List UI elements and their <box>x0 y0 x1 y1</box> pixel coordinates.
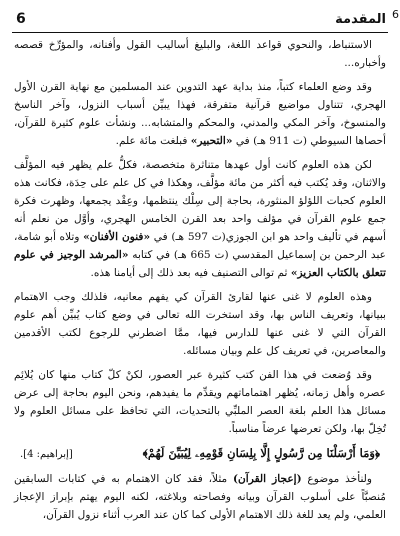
quran-verse <box>14 444 386 464</box>
paragraph-text: وهذه العلوم لا غنى عنها لقارئ القرآن كي يفهم معانيه، فلذلك وجب الاهتمام ببيانها، وتعريف الناس بها، وقد استخرت الله تعالى في وضع كتاب يُبيِّن أهم علوم القرآن التي لا غنى عنها للدارس فيها، ممَّا اضطرني للرجوع لكتب الأقدمين والمعاصرين، في تعريف كل علم وبيان مسائله. <box>14 291 386 357</box>
paragraph <box>14 288 386 360</box>
paragraph-text: وتلاه أبو شامة، عبد الرحمن بن إسماعيل المقدسي (ت 665 هـ) في كتابه <box>14 231 386 261</box>
edge-page-number: 6 <box>392 8 399 21</box>
page-number: 6 <box>16 11 26 27</box>
bold-title-text: «التحبير» <box>190 135 233 147</box>
paragraph <box>14 156 386 282</box>
paragraph-text: ثم توالى التصنيف فيه بعد ذلك إلى أيامنا هذه. <box>90 267 291 279</box>
paragraph <box>14 366 386 438</box>
paragraph <box>14 78 386 150</box>
paragraph-text: ولنأخذ موضوع <box>301 473 372 485</box>
running-header <box>12 10 388 33</box>
body-text <box>14 36 386 530</box>
verse-reference: [إبراهيم: 4]. <box>20 449 73 460</box>
paragraph-text: الاستنباط، والنحوي قواعد اللغة، والبليغ أساليب القول وأفنانه، والمؤرِّخ قصصه وأخباره... <box>14 39 386 69</box>
paragraph-text: مثلاً، فقد كان الاهتمام به في كتابات السابقين مُنصبَّاً على أسلوب القرآن وبيانه وفصاحته وبلاغته، لكنه اليوم يهتم بإبراز الإعجاز العلمي، ولم يعد للغة ذلك الاهتمام الأولى كما كان عند العرب أثناء نزول القرآن، <box>14 473 386 521</box>
bold-title-text: (إعجاز القرآن) <box>232 473 302 485</box>
paragraph-text: وقد وضع العلماء كتباً، منذ بداية عهد التدوين عند المسلمين مع نهاية القرن الأول الهجري، تتناول مواضيع قرآنية متفرقة، فهذا يبيِّن أسباب النزول، وآخر الناسخ والمنسوخ، وآخر المكي والمدني، والمحكم والمتشابه... ونشأت علوم كثيرة للقرآن، أحصاها السيوطي (ت 911 هـ) في <box>14 81 386 147</box>
paragraph-text: لكن هذه العلوم كانت أول عهدها متناثرة متخصصة، فكلُّ علم يظهر فيه المؤلَّف والاثنان، وقد يُكتب فيه أكثر من مائة مؤلَّف، وهكذا في كل علم على حِدَة، فكانت هذه العلوم كحبات اللؤلؤ المنثورة، بحاجة إلى سِلْك ينتظمها، وعِقْد يجمعها، وظهرت فكرة جمع علوم القرآن في مؤلف واحد بعد القرن الخامس الهجري، وأوَّل من نعلم أنه أسهم في تأليف واحد هو ابن الجوزي(ت 597 هـ) في <box>14 159 387 243</box>
paragraph-text: فبلغت مائة علم. <box>115 135 191 147</box>
paragraph-text: وقد وُضعت في هذا الفن كتب كثيرة عبر العصور، لكنْ كلّ كتاب منها كان يُلائِم عصره وأهل زمانه، يُظهر اهتماماتهم ويقدِّم ما يفيدهم، ونحن اليوم بحاجة إلى عرض مسائل هذا العلم بلغة العصر الملبِّي بالتحديات، التي تحافظ على مسائل العلوم ولا تُخِلّ بها، ولكن تعرضها عرضاً مناسباً. <box>14 369 386 435</box>
paragraph <box>14 36 386 72</box>
chapter-title: المقدمة <box>335 12 386 27</box>
paragraph-list <box>14 36 386 438</box>
verse-text: ﴿وَمَا أَرْسَلْنَا مِن رَّسُولٍ إِلَّا بِلِسَانِ قَوْمِهِۦ لِيُبَيِّنَ لَهُمْ﴾ <box>142 446 380 460</box>
closing-paragraph <box>14 470 386 524</box>
bold-title-text: «فنون الأفنان» <box>83 231 151 243</box>
bold-title-text: «المرشد الوجيز في علوم تتعلق بالكتاب العزيز» <box>14 249 386 279</box>
